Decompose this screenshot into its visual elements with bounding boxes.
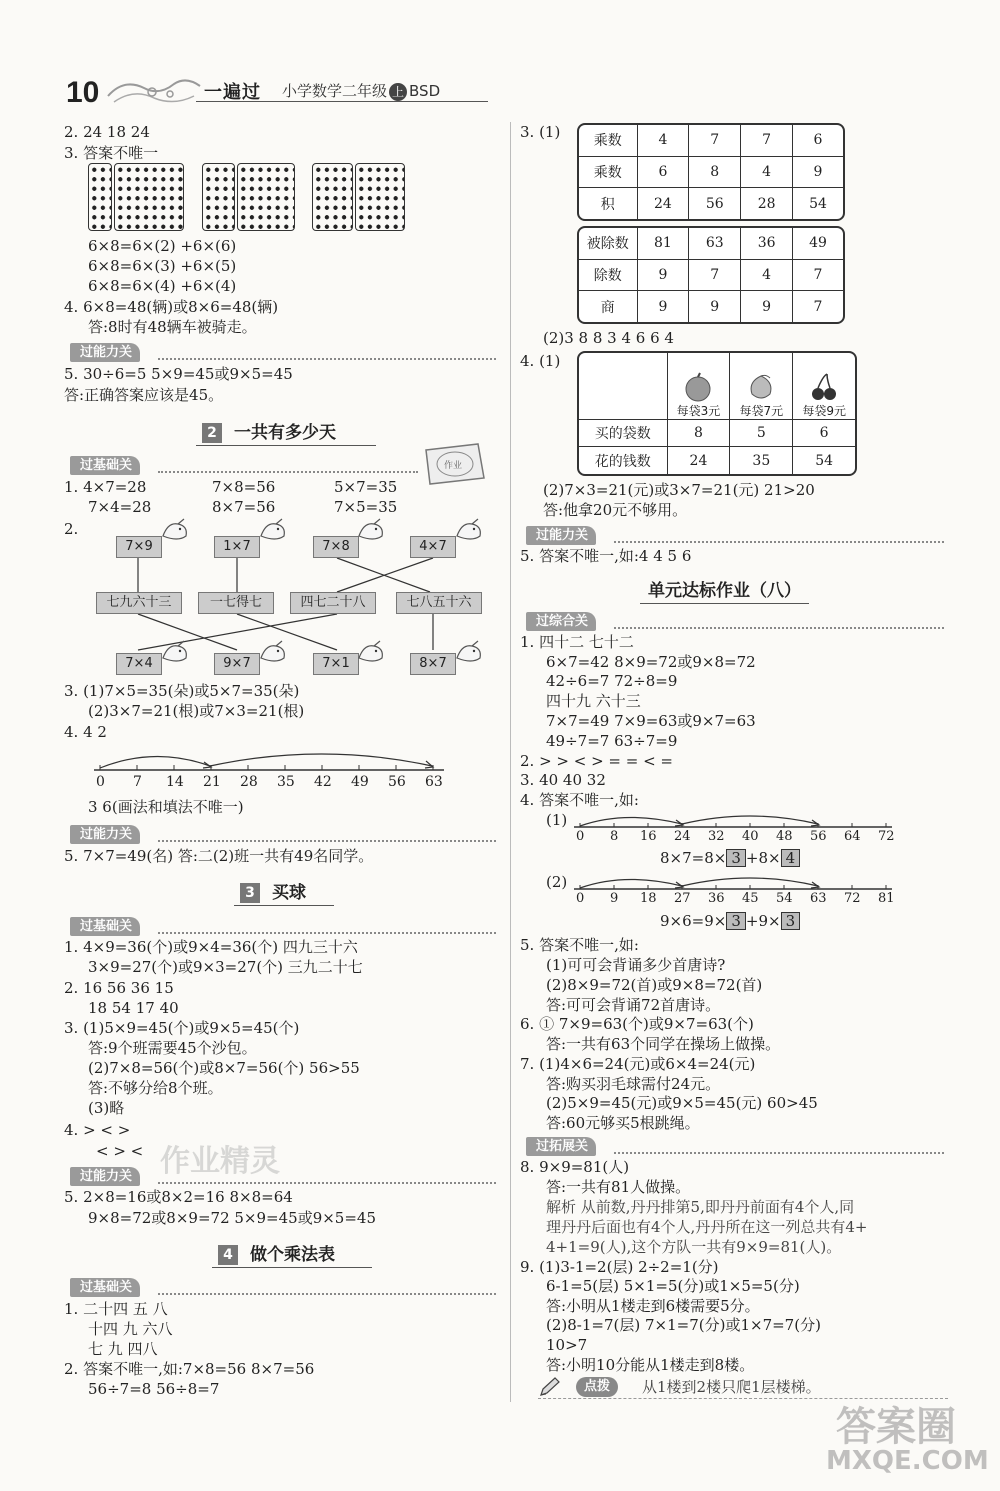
lesson-number: 4: [218, 1245, 238, 1265]
cherry-icon: [809, 372, 839, 402]
answer-line: 1. 四十二 七十二: [520, 633, 634, 651]
number-line-tick-label: 63: [425, 774, 443, 790]
badge-dotted-rule: [614, 541, 944, 543]
explanation-line: 理丹丹后面也有4个人,丹丹所在这一列总共有4+: [546, 1218, 868, 1236]
number-line-tick-label: 64: [844, 829, 861, 844]
book-subtitle: [282, 80, 440, 101]
table-cell: 56: [689, 188, 741, 219]
number-line-tick-label: 45: [742, 891, 759, 906]
answer-line: 7×8=56: [212, 478, 276, 496]
answer-line: 8×7=56: [212, 498, 276, 516]
match-card-bottom: 8×7: [410, 653, 456, 675]
badge-dotted-rule: [614, 1152, 944, 1154]
answer-line: 5. 答案不唯一,如:4 4 5 6: [520, 547, 692, 565]
answer-line: 6. ① 7×9=63(个)或9×7=63(个): [520, 1015, 754, 1033]
number-line-tick-label: 9: [610, 891, 619, 906]
answer-line: 6×7=42 8×9=72或9×8=72: [546, 653, 756, 671]
answer-line: 答:正确答案应该是45。: [64, 386, 224, 404]
price-label: 每袋9元: [802, 403, 846, 418]
table-cell: 7: [793, 259, 843, 291]
expression-part: 8×7=8×: [660, 849, 727, 867]
highlighted-answer-box: 3: [726, 849, 746, 867]
lesson-title: [234, 878, 334, 906]
number-line-tick-label: 24: [674, 829, 691, 844]
pencil-icon: [538, 1376, 562, 1398]
table-cell: 54: [793, 188, 843, 219]
answer-line: 2. > > < > = = < =: [520, 752, 674, 770]
watermark-text: 作业精灵: [160, 1144, 280, 1179]
table-cell: 积: [579, 188, 637, 219]
section-badge: 过拓展关: [526, 1137, 596, 1156]
answer-line: 2. 24 18 24: [64, 123, 150, 141]
table-cell: 9: [637, 259, 689, 291]
number-line-tick-label: 42: [314, 774, 332, 790]
number-line-tick-label: 35: [277, 774, 295, 790]
answer-line: 1. 二十四 五 八: [64, 1300, 168, 1318]
table-cell: 24: [667, 447, 730, 474]
answer-line: [660, 911, 800, 931]
bird-icon: [454, 640, 484, 666]
number-line-tick-label: 27: [674, 891, 691, 906]
answer-line: 答:60元够买5根跳绳。: [546, 1114, 700, 1132]
number-line-tick-label: 21: [203, 774, 221, 790]
number-line-tick-label: 54: [776, 891, 793, 906]
answer-line: (2): [546, 873, 568, 891]
table-cell: 花的钱数: [579, 447, 667, 474]
answer-line: 7×7=49 7×9=63或9×7=63: [546, 712, 756, 730]
number-line-tick-label: 7: [133, 774, 142, 790]
answer-line: 2. 答案不唯一,如:7×8=56 8×7=56: [64, 1360, 315, 1378]
answer-line: 四十九 六十三: [546, 692, 641, 710]
dot-array-figure: [355, 163, 405, 231]
badge-dotted-rule: [158, 932, 496, 934]
answer-line: 答:小明从1楼走到6楼需要5分。: [546, 1297, 760, 1315]
answer-line: (3)略: [88, 1099, 125, 1117]
table-cell: 35: [730, 447, 793, 474]
table-cell: 54: [793, 447, 855, 474]
watermark-url: MXQE.COM: [826, 1446, 989, 1476]
answer-line: 答:一共有81人做操。: [546, 1178, 691, 1196]
number-line-tick-label: 56: [388, 774, 406, 790]
lesson-title: [196, 418, 376, 446]
volume-mark: 上: [389, 83, 407, 101]
answer-line: (2)8×9=72(首)或9×8=72(首): [546, 976, 763, 994]
answer-line: 1. 4×9=36(个)或9×4=36(个) 四九三十六: [64, 938, 358, 956]
badge-dotted-rule: [158, 1182, 496, 1184]
answer-line: 3. (1)5×9=45(个)或9×5=45(个): [64, 1019, 300, 1037]
number-line-tick-label: 36: [708, 891, 725, 906]
unit-test-title: 单元达标作业（八）: [640, 576, 809, 604]
answer-line: 6-1=5(层) 5×1=5(分)或1×5=5(分): [546, 1277, 800, 1295]
answer-line: 3. (1)7×5=35(朵)或5×7=35(朵): [64, 682, 300, 700]
match-card-top: 1×7: [214, 536, 260, 558]
answer-line: 6×8=6×(2) +6×(6): [88, 237, 237, 255]
match-card-top: 7×8: [313, 536, 359, 558]
answer-line: 7×5=35: [334, 498, 398, 516]
explanation-line: 4+1=9(人),这个方队一共有9×9=81(人)。: [546, 1238, 842, 1256]
answer-line: 7×4=28: [88, 498, 152, 516]
answer-line: 答:他拿20元不够用。: [543, 501, 688, 519]
table-cell: 7: [741, 125, 793, 156]
number-line-tick-label: 0: [576, 891, 585, 906]
number-line-tick-label: 56: [810, 829, 827, 844]
section-badge: 过综合关: [526, 612, 596, 631]
answer-line: 4. 4 2: [64, 723, 107, 741]
apple-icon: [683, 372, 713, 402]
table-cell: 24: [637, 188, 689, 219]
table-cell: 9: [637, 291, 689, 322]
table-cell: 36: [741, 228, 793, 259]
table-cell: 4: [637, 125, 689, 156]
section-badge: 过能力关: [70, 825, 140, 844]
answer-line: < > <: [96, 1142, 144, 1160]
answer-line: (1)可可会背诵多少首唐诗?: [546, 956, 726, 974]
section-badge: 过能力关: [70, 343, 140, 362]
answer-line: 答:小明10分能从1楼走到8楼。: [546, 1356, 755, 1374]
section-badge: 过能力关: [70, 1167, 140, 1186]
number-line-tick-label: 49: [351, 774, 369, 790]
answer-line: 5. 答案不唯一,如:: [520, 936, 639, 954]
lesson-title: [212, 1240, 372, 1268]
table-cell: 4: [741, 156, 793, 188]
answer-line: 9×8=72或8×9=72 5×9=45或9×5=45: [88, 1209, 377, 1227]
table-cell: 买的袋数: [579, 419, 667, 447]
number-line-tick-label: 81: [878, 891, 895, 906]
answer-line: 4. > < >: [64, 1121, 131, 1139]
number-line-tick-label: 72: [878, 829, 895, 844]
answer-line: 七 九 四八: [88, 1340, 158, 1358]
answer-line: 42÷6=7 72÷8=9: [546, 672, 678, 690]
answer-line: 十四 九 六八: [88, 1320, 173, 1338]
division-table: [577, 226, 845, 324]
highlighted-answer-box: 3: [726, 912, 746, 930]
answer-line: 3×9=27(个)或9×3=27(个) 三九二十七: [88, 958, 363, 976]
lesson-title-text: 一共有多少天: [234, 423, 336, 443]
match-card-middle: 七九六十三: [96, 592, 182, 614]
answer-line: 3 6(画法和填法不唯一): [88, 798, 244, 816]
expression-part: 9×6=9×: [660, 912, 727, 930]
table-cell: 6: [793, 125, 843, 156]
highlighted-answer-box: 4: [781, 849, 801, 867]
match-card-bottom: 7×4: [116, 653, 162, 675]
number-line-tick-label: 63: [810, 891, 827, 906]
table-cell: 9: [793, 156, 843, 188]
badge-dotted-rule: [158, 358, 496, 360]
table-cell: [730, 353, 793, 419]
table-cell: 81: [637, 228, 689, 259]
badge-dotted-rule: [614, 627, 944, 629]
answer-line: 8. 9×9=81(人): [520, 1158, 630, 1176]
answer-line: 49÷7=7 63÷7=9: [546, 732, 678, 750]
bird-icon: [258, 640, 288, 666]
answer-line: 6×8=6×(4) +6×(4): [88, 277, 237, 295]
table-cell: 7: [689, 259, 741, 291]
tip-text: 从1楼到2楼只爬1层楼梯。: [642, 1378, 821, 1396]
table-cell: 5: [730, 419, 793, 447]
answer-line: 3. 40 40 32: [520, 771, 606, 789]
match-card-bottom: 9×7: [214, 653, 260, 675]
answer-line: (2)3 8 8 3 4 6 6 4: [543, 329, 674, 347]
bird-icon: [160, 640, 190, 666]
table-cell: 6: [637, 156, 689, 188]
table-cell: [793, 353, 855, 419]
brand-logo: 一遍过: [204, 82, 261, 103]
answer-line: 4. (1): [520, 352, 561, 370]
table-cell: 6: [793, 419, 855, 447]
section-badge: 过能力关: [526, 526, 596, 545]
table-cell: 4: [741, 259, 793, 291]
table-cell: 乘数: [579, 125, 637, 156]
lesson-title-text: 做个乘法表: [250, 1245, 335, 1265]
highlighted-answer-box: 3: [781, 912, 801, 930]
answer-line: 答:可可会背诵72首唐诗。: [546, 996, 721, 1014]
table-cell: 除数: [579, 259, 637, 291]
answer-line: 答:8时有48辆车被骑走。: [88, 318, 257, 336]
number-line-tick-label: 16: [640, 829, 657, 844]
table-cell: 8: [689, 156, 741, 188]
header-swirl-decoration: [104, 74, 204, 108]
price-label: 每袋7元: [739, 403, 784, 418]
answer-line: (2)5×9=45(元)或9×5=45(元) 60>45: [546, 1094, 818, 1112]
table-cell: 商: [579, 291, 637, 322]
dot-array-figure: [312, 163, 353, 231]
number-line-tick-label: 18: [640, 891, 657, 906]
table-cell: 63: [689, 228, 741, 259]
answer-line: 5. 2×8=16或8×2=16 8×8=64: [64, 1188, 293, 1206]
header-rule: [196, 101, 488, 102]
section-badge: 过基础关: [70, 1278, 140, 1297]
price-label: 每袋3元: [676, 403, 721, 418]
watermark-logo: 答案圈: [836, 1404, 956, 1450]
number-line-tick-label: 32: [708, 829, 725, 844]
multiplication-table: [577, 123, 845, 221]
answer-line: 4. 答案不唯一,如:: [520, 791, 639, 809]
section-badge: 过基础关: [70, 917, 140, 936]
table-cell: 28: [741, 188, 793, 219]
dot-array-figure: [114, 163, 184, 231]
subtitle-text: 小学数学二年级: [282, 82, 388, 100]
answer-line: 1. 4×7=28: [64, 478, 147, 496]
number-line-tick-label: 72: [844, 891, 861, 906]
match-card-middle: 七八五十六: [396, 592, 482, 614]
number-line-tick-label: 28: [240, 774, 258, 790]
dot-array-figure: [237, 163, 295, 231]
table-cell: 9: [741, 291, 793, 322]
table-cell: 7: [689, 125, 741, 156]
table-cell: 9: [689, 291, 741, 322]
table-cell: 乘数: [579, 156, 637, 188]
number-line-tick-label: 0: [576, 829, 585, 844]
section-badge: 过基础关: [70, 456, 140, 475]
expression-part: +9×: [745, 912, 781, 930]
match-card-middle: 四七二十八: [290, 592, 376, 614]
answer-line: (1): [546, 811, 568, 829]
bird-icon: [356, 518, 386, 544]
table-cell: 被除数: [579, 228, 637, 259]
dot-array-figure: [88, 163, 112, 231]
explanation-line: 解析 从前数,丹丹排第5,即丹丹前面有4个人,同: [546, 1198, 855, 1216]
table-cell: 7: [793, 291, 843, 322]
answer-line: 5. 30÷6=5 5×9=45或9×5=45: [64, 365, 293, 383]
answer-line: 10>7: [546, 1336, 588, 1354]
answer-line: 18 54 17 40: [88, 999, 179, 1017]
answer-line: [660, 848, 800, 868]
lesson-number: 2: [202, 423, 222, 443]
bird-icon: [160, 518, 190, 544]
answer-line: 2.: [64, 520, 79, 538]
bird-icon: [356, 640, 386, 666]
stamp-text: 作业: [444, 461, 463, 471]
answer-line: 4. 6×8=48(辆)或8×6=48(辆): [64, 298, 279, 316]
answer-line: 3. (1): [520, 123, 561, 141]
lesson-title-text: 买球: [272, 883, 306, 903]
number-line-tick-label: 40: [742, 829, 759, 844]
answer-line: (2)7×3=21(元)或3×7=21(元) 21>20: [543, 481, 815, 499]
lesson-number: 3: [240, 883, 260, 903]
answer-line: 答:一共有63个同学在操场上做操。: [546, 1035, 781, 1053]
number-line-tick-label: 0: [96, 774, 105, 790]
bird-icon: [258, 518, 288, 544]
number-line-tick-label: 8: [610, 829, 619, 844]
answer-line: (2)7×8=56(个)或8×7=56(个) 56>55: [88, 1059, 360, 1077]
fruit-price-table: [577, 351, 857, 476]
answer-line: 5×7=35: [334, 478, 398, 496]
edition-text: BSD: [409, 82, 441, 100]
answer-line: 答:不够分给8个班。: [88, 1079, 223, 1097]
column-divider: [510, 122, 511, 1402]
answer-line: 5. 7×7=49(名) 答:二(2)班一共有49名同学。: [64, 847, 374, 865]
answer-line: 7. (1)4×6=24(元)或6×4=24(元): [520, 1055, 756, 1073]
answer-line: 3. 答案不唯一: [64, 144, 159, 162]
table-cell: [579, 353, 667, 419]
badge-dotted-rule: [158, 471, 418, 473]
number-line-tick-label: 48: [776, 829, 793, 844]
bird-icon: [454, 518, 484, 544]
answer-line: 答:购买羽毛球需付24元。: [546, 1075, 721, 1093]
answer-line: (2)3×7=21(根)或7×3=21(根): [88, 702, 305, 720]
answer-line: 9. (1)3-1=2(层) 2÷2=1(分): [520, 1258, 719, 1276]
answer-line: 6×8=6×(3) +6×(5): [88, 257, 237, 275]
match-card-top: 4×7: [410, 536, 456, 558]
number-line-figure: [90, 744, 450, 776]
table-cell: 49: [793, 228, 843, 259]
table-cell: 8: [667, 419, 730, 447]
badge-dotted-rule: [158, 840, 496, 842]
expression-part: +8×: [745, 849, 781, 867]
page-number: 10: [66, 76, 100, 109]
match-card-middle: 一七得七: [198, 592, 274, 614]
table-cell: [667, 353, 730, 419]
dot-array-figure: [202, 163, 235, 231]
match-card-bottom: 7×1: [313, 653, 359, 675]
badge-dotted-rule: [158, 1293, 496, 1295]
match-card-top: 7×9: [116, 536, 162, 558]
answer-line: 答:9个班需要45个沙包。: [88, 1039, 257, 1057]
answer-line: (2)8-1=7(层) 7×1=7(分)或1×7=7(分): [546, 1316, 821, 1334]
number-line-tick-label: 14: [166, 774, 184, 790]
tip-label: 点拨: [576, 1377, 618, 1397]
answer-line: 56÷7=8 56÷8=7: [88, 1380, 220, 1398]
answer-line: 2. 16 56 36 15: [64, 979, 174, 997]
peach-icon: [746, 372, 776, 402]
